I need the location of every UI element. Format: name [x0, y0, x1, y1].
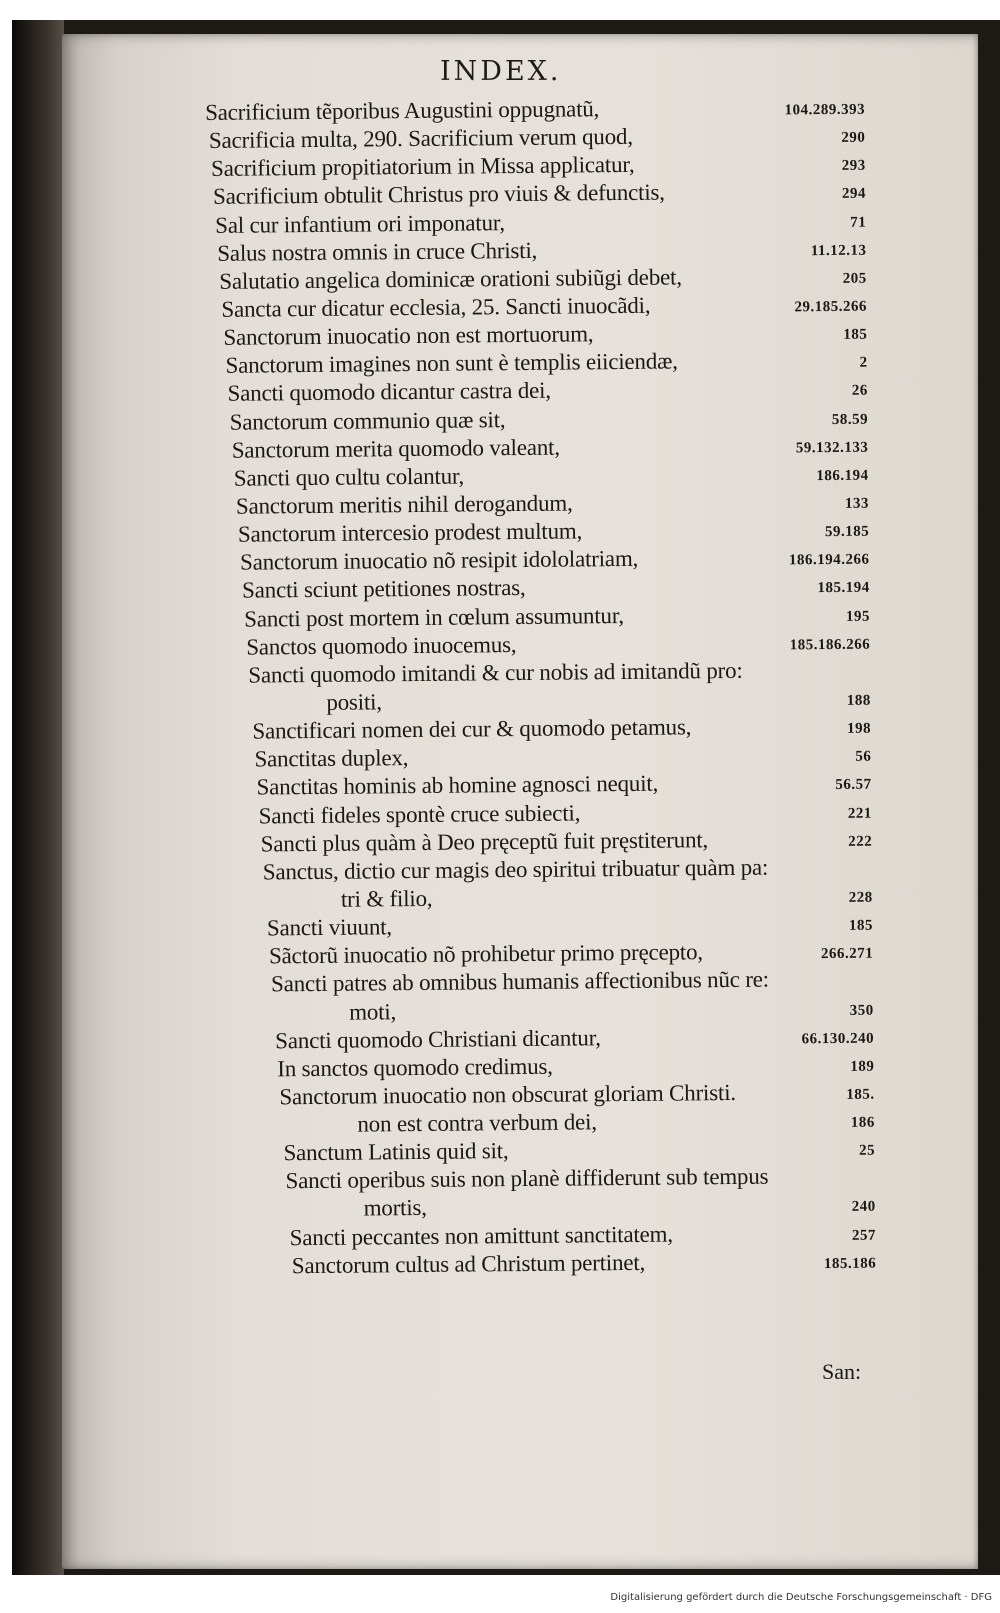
- index-entry-pages: 66.130.240: [801, 1030, 875, 1047]
- index-entry-term: Sanctificari nomen dei cur & quomodo petamus,: [252, 714, 692, 744]
- index-entry-term: Sanctorum inuocatio nõ resipit idololatriam,: [239, 546, 639, 575]
- index-entry-pages: 240: [851, 1199, 876, 1216]
- index-entry-term: Sacrificium tẽporibus Augustini oppugnatũ,: [205, 96, 600, 125]
- index-entry-term: Sancti peccantes non amittunt sanctitatem,: [289, 1221, 673, 1250]
- index-entry-term: Sancti sciunt petitiones nostras,: [241, 575, 526, 604]
- index-entry-term: Sancti quomodo dicantur castra dei,: [227, 378, 551, 407]
- index-entry-term: Sanctorum cultus ad Christum pertinet,: [291, 1249, 646, 1278]
- index-entry-term: Sanctus, dictio cur magis deo spiritui tribuatur quàm pa:: [262, 854, 769, 885]
- index-entry-pages: 205: [842, 270, 867, 287]
- index-entry-pages: 185.186: [823, 1255, 877, 1272]
- index-entry-pages: 186: [850, 1114, 875, 1131]
- index-entry-term: Sanctorum meritis nihil derogandum,: [235, 490, 573, 519]
- index-entry-term: Sancti patres ab omnibus humanis affectionibus nũc re:: [270, 966, 770, 997]
- index-entry-term: Sanctorum merita quomodo valeant,: [231, 434, 560, 463]
- index-entry-pages: 185: [843, 326, 868, 344]
- index-entry-term: Sanctum Latinis quid sit,: [283, 1138, 509, 1166]
- index-entry-pages: 198: [846, 720, 872, 737]
- index-entry-pages: 56: [855, 748, 872, 766]
- index-entry-term: Sacrificium obtulit Christus pro viuis & defunctis,: [212, 180, 665, 210]
- index-entry-pages: 58.59: [831, 411, 869, 428]
- index-entry-term: Salutatio angelica dominicæ orationi subiũgi debet,: [219, 264, 682, 294]
- index-entry-term: Sanctitas hominis ab homine agnosci nequit,: [256, 771, 659, 800]
- catchword: San:: [822, 1359, 862, 1384]
- index-entry-term: positi,: [326, 689, 382, 715]
- index-entry-term: Sancti viuunt,: [266, 914, 393, 941]
- index-entry-term: Sanctitas duplex,: [254, 745, 409, 772]
- index-entry-term: Sancti quomodo Christiani dicantur,: [275, 1024, 601, 1054]
- index-entry-pages: 222: [848, 833, 873, 850]
- index-entry: [292, 1247, 877, 1281]
- index-entries: [205, 94, 876, 1282]
- index-entry-pages: 11.12.13: [810, 242, 867, 259]
- index-entry-pages: 133: [844, 495, 869, 512]
- index-entry-pages: 26: [851, 383, 868, 400]
- index-entry-pages: 186.194: [816, 467, 869, 484]
- index-entry-term: Sacrificia multa, 290. Sacrificium verum quod,: [208, 124, 633, 154]
- index-entry-pages: 294: [841, 186, 867, 203]
- index-entry-term: moti,: [349, 998, 397, 1025]
- index-entry-pages: 104.289.393: [784, 101, 866, 119]
- index-entry-term: Sancta cur dicatur ecclesia, 25. Sancti inuocãdi,: [221, 292, 651, 322]
- index-entry-pages: 185.: [846, 1086, 875, 1103]
- index-entry-pages: 266.271: [820, 945, 874, 963]
- index-entry-pages: 257: [851, 1227, 877, 1244]
- index-entry-pages: 2: [859, 354, 868, 371]
- index-entry-pages: 185.186.266: [789, 636, 871, 654]
- index-entry-pages: 188: [846, 692, 871, 709]
- index-entry-term: Sanctorum inuocatio non obscurat gloriam Christi.: [279, 1079, 736, 1110]
- index-entry-term: Sanctorum intercesio prodest multum,: [237, 518, 583, 547]
- index-entry-pages: 185.194: [817, 580, 870, 597]
- index-entry-term: Salus nostra omnis in cruce Christi,: [217, 237, 538, 266]
- index-entry-pages: 59.132.133: [795, 439, 869, 457]
- index-entry-term: Sanctos quomodo inuocemus,: [246, 631, 517, 660]
- index-entry-pages: 221: [847, 805, 872, 822]
- index-entry-term: Sancti quomodo imitandi & cur nobis ad imitandũ pro:: [248, 657, 743, 688]
- index-entry-term: Sãctorũ inuocatio nõ prohibetur primo pręcepto,: [268, 939, 703, 969]
- index-entry-pages: 185: [848, 917, 874, 934]
- running-head: INDEX.: [440, 56, 562, 87]
- index-entry-term: In sanctos quomodo credimus,: [277, 1053, 553, 1082]
- index-entry-term: Sal cur infantium ori imponatur,: [215, 209, 506, 238]
- index-entry-pages: 293: [841, 157, 866, 175]
- index-entry-pages: 56.57: [835, 777, 872, 794]
- index-entry-pages: 350: [849, 1002, 874, 1019]
- index-entry-pages: 228: [848, 889, 873, 906]
- index-entry-term: Sancti plus quàm à Deo pręceptũ fuit pręstiterunt,: [260, 826, 709, 857]
- index-entry-pages: 25: [859, 1142, 876, 1159]
- index-entry-pages: 189: [850, 1058, 875, 1075]
- index-entry-pages: 59.185: [824, 523, 870, 541]
- index-entry-pages: 71: [850, 214, 867, 231]
- index-entry-pages: 195: [845, 608, 871, 625]
- index-entry-term: Sancti operibus suis non planè diffiderunt sub tempus: [285, 1163, 769, 1194]
- index-entry-term: mortis,: [363, 1195, 427, 1222]
- index-entry-term: Sanctorum imagines non sunt è templis eiiciendæ,: [225, 348, 678, 379]
- digitization-credit: Digitalisierung gefördert durch die Deutsche Forschungsgemeinschaft · DFG: [610, 1592, 992, 1603]
- index-entry-term: tri & filio,: [340, 885, 433, 912]
- index-entry-term: Sanctorum inuocatio non est mortuorum,: [223, 321, 594, 350]
- index-entry-pages: 29.185.266: [794, 298, 868, 316]
- index-entry-term: Sanctorum communio quæ sit,: [229, 406, 506, 435]
- index-entry-term: Sancti post mortem in cœlum assumuntur,: [244, 602, 624, 632]
- index-entry-term: Sacrificium propitiatorium in Missa applicatur,: [210, 152, 635, 182]
- book-spine: [12, 20, 64, 1575]
- index-entry-term: non est contra verbum dei,: [357, 1109, 597, 1137]
- index-entry-pages: 186.194.266: [788, 551, 870, 569]
- index-entry-term: Sancti quo cultu colantur,: [233, 463, 465, 491]
- index-entry-term: Sancti fideles spontè cruce subiecti,: [258, 799, 581, 829]
- index-entry-pages: 290: [841, 129, 866, 147]
